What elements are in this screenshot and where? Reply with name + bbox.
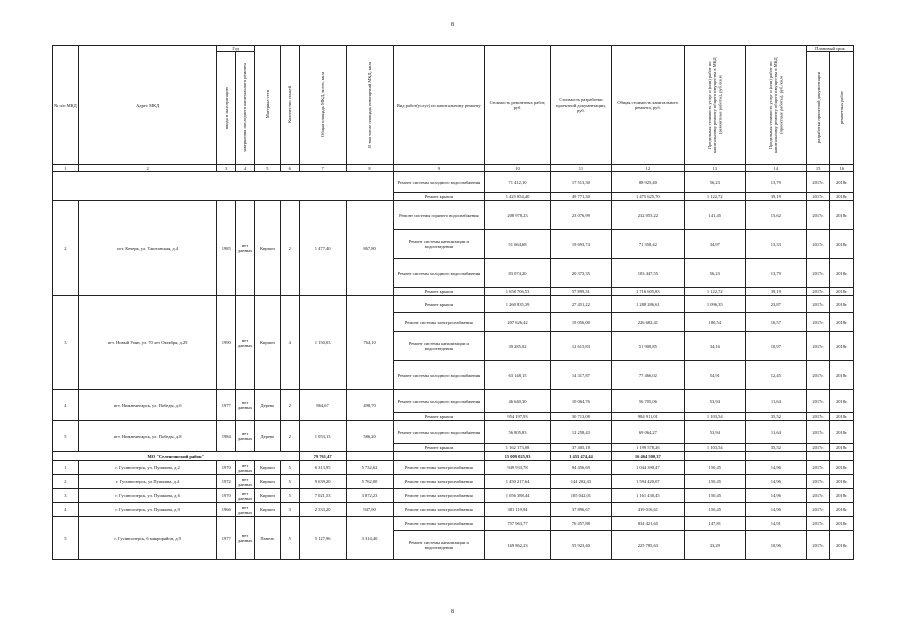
repair-cost-cell: 63 148,15 — [485, 361, 551, 390]
limit-design-cell: 16,57 — [745, 313, 806, 332]
col-number: 6 — [280, 165, 299, 172]
limit-design-cell: 10,97 — [745, 332, 806, 361]
repair-term-cell: 2018г. — [830, 288, 854, 296]
continued-building-cell — [53, 172, 394, 201]
header-floors: Количество этажей — [280, 46, 299, 165]
table-row — [53, 475, 854, 489]
limit-design-cell: 13,79 — [745, 172, 806, 193]
header-limit-cost-design: Предельная стоимость услуг и (или) работ по капитальному ремонту общего имущества в МКД (проектные работы), руб./кв.м — [745, 46, 806, 165]
work-type-cell: Ремонт системы горячего водоснабжения — [393, 201, 485, 230]
commissioning-year-cell: 1990 — [217, 296, 236, 390]
table-row — [53, 517, 854, 531]
empty-cell — [684, 452, 745, 461]
repair-term-cell: 2018г. — [830, 421, 854, 444]
total-area-cell: 2 533,20 — [299, 503, 346, 517]
work-type-cell: Ремонт крыши — [393, 193, 485, 201]
work-type-cell: Ремонт системы холодного водоснабжения — [393, 421, 485, 444]
limit-repair-cell: 1 103,54 — [684, 444, 745, 452]
last-repair-year-cell: нет данных — [236, 296, 255, 390]
empty-cell — [346, 452, 393, 461]
last-repair-year-cell: нет данных — [236, 421, 255, 452]
wall-material-cell: Кирпич — [254, 503, 280, 517]
total-cost-cell: 51 900,85 — [611, 332, 684, 361]
design-term-cell: 2017г. — [806, 296, 829, 313]
design-cost-cell: 37 405,18 — [550, 444, 611, 452]
limit-repair-cell: 1 122,72 — [684, 288, 745, 296]
header-year-group: Год — [217, 46, 255, 52]
header-address: Адрес МКД — [78, 46, 217, 165]
repair-term-cell: 2018г. — [830, 361, 854, 390]
work-type-cell: Ремонт системы электроснабжения — [393, 461, 485, 475]
header-total-area: Общая площадь МКД, всего, кв.м — [299, 46, 346, 165]
work-type-cell: Ремонт крыши — [393, 444, 485, 452]
total-cost-cell: 1 475 625,70 — [611, 193, 684, 201]
total-cost-cell: 984 911,01 — [611, 413, 684, 421]
last-repair-year-cell: нет данных — [236, 461, 255, 475]
repair-term-cell: 2018г. — [830, 259, 854, 288]
mkd-number-cell: 5 — [53, 517, 79, 560]
design-cost-cell: 76 457,88 — [550, 517, 611, 531]
wall-material-cell: Дерево — [254, 390, 280, 421]
design-term-cell: 2017г. — [806, 461, 829, 475]
table-row — [53, 503, 854, 517]
design-term-cell: 2017г. — [806, 503, 829, 517]
floors-cell: 2 — [280, 390, 299, 421]
design-cost-cell: 57 899,31 — [550, 288, 611, 296]
repair-term-cell: 2018г. — [830, 296, 854, 313]
wall-material-cell: Панель — [254, 517, 280, 560]
page-number-top: 8 — [451, 22, 454, 28]
header-premises-area: В том числе площадь помещений МКД, кв.м — [346, 46, 393, 165]
repair-term-cell: 2018г. — [830, 313, 854, 332]
header-total-cost: Общая стоимость капитального ремонта, руб. — [611, 46, 684, 165]
limit-repair-cell: 1 096,35 — [684, 296, 745, 313]
col-number: 2 — [78, 165, 217, 172]
limit-repair-cell: 1 122,72 — [684, 193, 745, 201]
total-area-cell: 9 639,20 — [299, 475, 346, 489]
design-term-cell: 2017г. — [806, 489, 829, 503]
limit-repair-cell: 53,94 — [684, 390, 745, 413]
district-design-cost-cell: 1 455 474,44 — [550, 452, 611, 461]
header-design-term: разработки проектной документации — [806, 52, 829, 165]
limit-design-cell: 14,96 — [745, 503, 806, 517]
design-term-cell: 2017г. — [806, 361, 829, 390]
floors-cell: 5 — [280, 517, 299, 560]
empty-cell — [806, 452, 829, 461]
address-cell: г. Гусиноозерск, ул. Пушкина, д.6 — [78, 489, 217, 503]
total-cost-cell: 88 925,40 — [611, 172, 684, 193]
total-cost-cell: 225 785,63 — [611, 531, 684, 560]
work-type-cell: Ремонт крыши — [393, 288, 485, 296]
repair-cost-cell: 46 640,30 — [485, 390, 551, 413]
header-repair-term: ремонтных работ — [830, 52, 854, 165]
repair-term-cell: 2018г. — [830, 517, 854, 531]
district-total-cost-cell: 16 464 500,37 — [611, 452, 684, 461]
limit-repair-cell: 1 103,54 — [684, 413, 745, 421]
address-cell: пгт. Кечерк, ул. Таштанская, д.4 — [78, 201, 217, 296]
header-wall-material: Материал стен — [254, 46, 280, 165]
last-repair-year-cell: нет данных — [236, 201, 255, 296]
design-cost-cell: 23 076,99 — [550, 201, 611, 230]
work-type-cell: Ремонт системы электроснабжения — [393, 475, 485, 489]
repair-cost-cell: 83 074,20 — [485, 259, 551, 288]
table-row — [53, 296, 854, 313]
table-row — [53, 461, 854, 475]
repair-term-cell: 2018г. — [830, 503, 854, 517]
repair-cost-cell: 1 260 835,39 — [485, 296, 551, 313]
total-area-cell: 1 150,03 — [299, 296, 346, 390]
design-cost-cell: 12 615,83 — [550, 332, 611, 361]
total-cost-cell: 834 421,65 — [611, 517, 684, 531]
district-repair-cost-cell: 15 009 025,93 — [485, 452, 551, 461]
premises-area-cell: 3 314,40 — [346, 517, 393, 560]
col-number: 15 — [806, 165, 829, 172]
limit-repair-cell: 33,29 — [684, 531, 745, 560]
table-row — [53, 489, 854, 503]
header-last-repair-year: завершения последнего капитального ремонта — [236, 52, 255, 165]
col-number: 14 — [745, 165, 806, 172]
premises-area-cell: 498,70 — [346, 390, 393, 421]
limit-repair-cell: 141,45 — [684, 201, 745, 230]
mkd-number-cell: 4 — [53, 390, 79, 421]
col-number: 3 — [217, 165, 236, 172]
wall-material-cell: Кирпич — [254, 489, 280, 503]
work-type-cell: Ремонт крыши — [393, 413, 485, 421]
work-type-cell: Ремонт системы канализации и водоотведения — [393, 230, 485, 259]
design-term-cell: 2017г. — [806, 288, 829, 296]
design-cost-cell: 30 713,08 — [550, 413, 611, 421]
column-number-row — [53, 165, 854, 172]
wall-material-cell: Кирпич — [254, 475, 280, 489]
work-type-cell: Ремонт системы холодного водоснабжения — [393, 361, 485, 390]
limit-design-cell: 10,96 — [745, 531, 806, 560]
repair-term-cell: 2018г. — [830, 390, 854, 413]
floors-cell: 5 — [280, 475, 299, 489]
limit-design-cell: 14,91 — [745, 517, 806, 531]
premises-area-cell: 5 732,62 — [346, 461, 393, 475]
limit-design-cell: 11,64 — [745, 390, 806, 413]
work-type-cell: Ремонт системы холодного водоснабжения — [393, 172, 485, 193]
wall-material-cell: Кирпич — [254, 296, 280, 390]
limit-repair-cell: 56,23 — [684, 172, 745, 193]
limit-repair-cell: 34,16 — [684, 332, 745, 361]
total-cost-cell: 1 199 578,26 — [611, 444, 684, 452]
last-repair-year-cell: нет данных — [236, 390, 255, 421]
address-cell: г. Гусиноозерск, 6 микрорайон, д.9 — [78, 517, 217, 560]
total-cost-cell: 1 594 420,07 — [611, 475, 684, 489]
commissioning-year-cell: 1977 — [217, 390, 236, 421]
limit-repair-cell: 53,94 — [684, 421, 745, 444]
header-plan-group: Плановый срок — [806, 46, 853, 52]
design-term-cell: 2017г. — [806, 172, 829, 193]
floors-cell: 4 — [280, 296, 299, 390]
last-repair-year-cell: нет данных — [236, 503, 255, 517]
premises-area-cell: 867,80 — [346, 201, 393, 296]
design-term-cell: 2017г. — [806, 517, 829, 531]
limit-repair-cell: 150,45 — [684, 489, 745, 503]
limit-design-cell: 14,96 — [745, 489, 806, 503]
header-mkd-number: № п/п МКД — [53, 46, 79, 165]
address-cell: пгт. Новый Уоян, ул. 70 лет Октября, д.29 — [78, 296, 217, 390]
repair-cost-cell: 757 963,77 — [485, 517, 551, 531]
header-row-top — [53, 46, 854, 52]
repair-term-cell: 2018г. — [830, 193, 854, 201]
total-cost-cell: 1 288 286,61 — [611, 296, 684, 313]
design-cost-cell: 20 373,35 — [550, 259, 611, 288]
mkd-number-cell: 2 — [53, 201, 79, 296]
address-cell: г. Гусиноозерск, ул. Пушкина, д.2 — [78, 461, 217, 475]
repair-cost-cell: 1 056 388,44 — [485, 489, 551, 503]
total-area-cell: 864,67 — [299, 390, 346, 421]
mkd-number-cell: 1 — [53, 461, 79, 475]
design-term-cell: 2017г. — [806, 444, 829, 452]
commissioning-year-cell: 1984 — [217, 421, 236, 452]
work-type-cell: Ремонт системы канализации и водоотведения — [393, 332, 485, 361]
design-cost-cell: 105 042,01 — [550, 489, 611, 503]
limit-design-cell: 14,96 — [745, 461, 806, 475]
work-type-cell: Ремонт системы канализации и водоотведения — [393, 531, 485, 560]
repair-term-cell: 2018г. — [830, 230, 854, 259]
design-cost-cell: 49 771,30 — [550, 193, 611, 201]
wall-material-cell: Кирпич — [254, 461, 280, 475]
limit-repair-cell: 54,91 — [684, 361, 745, 390]
capital-repair-register-table — [52, 45, 854, 560]
total-cost-cell: 103 447,55 — [611, 259, 684, 288]
repair-cost-cell: 954 197,93 — [485, 413, 551, 421]
header-commissioning-year: ввода в эксплуатацию — [217, 52, 236, 165]
commissioning-year-cell: 1966 — [217, 503, 236, 517]
design-cost-cell: 19 693,74 — [550, 230, 611, 259]
table-row — [53, 421, 854, 444]
total-cost-cell: 226 682,41 — [611, 313, 684, 332]
total-cost-cell: 1 716 605,83 — [611, 288, 684, 296]
repair-cost-cell: 71 412,10 — [485, 172, 551, 193]
commissioning-year-cell: 1970 — [217, 461, 236, 475]
total-cost-cell: 419 016,61 — [611, 503, 684, 517]
total-cost-cell: 56 705,06 — [611, 390, 684, 413]
limit-design-cell: 39,19 — [745, 288, 806, 296]
design-cost-cell: 144 202,43 — [550, 475, 611, 489]
address-cell: пгт. Нижнеангарск, ул. Победы, д.6 — [78, 390, 217, 421]
premises-area-cell: 947,00 — [346, 503, 393, 517]
work-type-cell: Ремонт системы электроснабжения — [393, 313, 485, 332]
repair-cost-cell: 208 978,23 — [485, 201, 551, 230]
design-cost-cell: 94 456,69 — [550, 461, 611, 475]
limit-design-cell: 39,19 — [745, 193, 806, 201]
total-area-cell: 1 053,13 — [299, 421, 346, 452]
commissioning-year-cell: 1970 — [217, 489, 236, 503]
col-number: 10 — [485, 165, 551, 172]
total-area-cell: 5 127,96 — [299, 517, 346, 560]
design-cost-cell: 27 451,22 — [550, 296, 611, 313]
limit-design-cell: 13,33 — [745, 230, 806, 259]
design-term-cell: 2017г. — [806, 475, 829, 489]
work-type-cell: Ремонт крыши — [393, 296, 485, 313]
design-cost-cell: 12 258,43 — [550, 421, 611, 444]
premises-area-cell: 764,10 — [346, 296, 393, 390]
floors-cell: 2 — [280, 201, 299, 296]
col-number: 16 — [830, 165, 854, 172]
design-cost-cell: 19 056,00 — [550, 313, 611, 332]
repair-term-cell: 2018г. — [830, 332, 854, 361]
table-row — [53, 172, 854, 193]
limit-repair-cell: 150,45 — [684, 503, 745, 517]
table-row — [53, 390, 854, 413]
address-cell: пгт. Нижнеангарск, ул. Победы, д.8 — [78, 421, 217, 452]
limit-design-cell: 12,45 — [745, 361, 806, 390]
empty-cell — [830, 452, 854, 461]
col-number: 8 — [346, 165, 393, 172]
repair-term-cell: 2018г. — [830, 489, 854, 503]
floors-cell: 5 — [280, 461, 299, 475]
total-cost-cell: 71 358,42 — [611, 230, 684, 259]
col-number: 1 — [53, 165, 79, 172]
total-cost-cell: 232 055,22 — [611, 201, 684, 230]
limit-design-cell: 35,52 — [745, 413, 806, 421]
design-cost-cell: 37 896,67 — [550, 503, 611, 517]
limit-repair-cell: 150,45 — [684, 475, 745, 489]
limit-design-cell: 11,64 — [745, 421, 806, 444]
col-number: 11 — [550, 165, 611, 172]
design-term-cell: 2017г. — [806, 259, 829, 288]
col-number: 7 — [299, 165, 346, 172]
last-repair-year-cell: нет данных — [236, 475, 255, 489]
mkd-number-cell: 3 — [53, 296, 79, 390]
page-number-bottom: 8 — [451, 609, 454, 615]
repair-cost-cell: 169 862,23 — [485, 531, 551, 560]
commissioning-year-cell: 1977 — [217, 517, 236, 560]
total-cost-cell: 1 161 430,45 — [611, 489, 684, 503]
repair-cost-cell: 39 285,02 — [485, 332, 551, 361]
total-area-cell: 1 477,40 — [299, 201, 346, 296]
design-term-cell: 2017г. — [806, 421, 829, 444]
district-total-row — [53, 452, 854, 461]
premises-area-cell: 3 872,23 — [346, 489, 393, 503]
floors-cell: 2 — [280, 421, 299, 452]
repair-term-cell: 2018г. — [830, 413, 854, 421]
repair-term-cell: 2018г. — [830, 172, 854, 193]
repair-term-cell: 2018г. — [830, 461, 854, 475]
header-repair-cost: Стоимость ремонтных работ, руб. — [485, 46, 551, 165]
premises-area-cell: 5 762,00 — [346, 475, 393, 489]
last-repair-year-cell: нет данных — [236, 517, 255, 560]
col-number: 5 — [254, 165, 280, 172]
limit-repair-cell: 147,81 — [684, 517, 745, 531]
col-number: 12 — [611, 165, 684, 172]
work-type-cell: Ремонт системы электроснабжения — [393, 503, 485, 517]
empty-cell — [745, 452, 806, 461]
repair-cost-cell: 1 425 854,40 — [485, 193, 551, 201]
total-area-cell: 7 021,53 — [299, 489, 346, 503]
last-repair-year-cell: нет данных — [236, 489, 255, 503]
limit-repair-cell: 34,97 — [684, 230, 745, 259]
col-number: 4 — [236, 165, 255, 172]
repair-term-cell: 2018г. — [830, 531, 854, 560]
design-term-cell: 2017г. — [806, 332, 829, 361]
repair-cost-cell: 1 162 173,08 — [485, 444, 551, 452]
total-cost-cell: 69 064,27 — [611, 421, 684, 444]
commissioning-year-cell: 1972 — [217, 475, 236, 489]
total-cost-cell: 1 044 390,47 — [611, 461, 684, 475]
address-cell: г. Гусиноозерск, ул. Пушкина, д.9 — [78, 503, 217, 517]
work-type-cell: Ремонт системы холодного водоснабжения — [393, 259, 485, 288]
mkd-number-cell: 5 — [53, 421, 79, 452]
design-term-cell: 2017г. — [806, 531, 829, 560]
district-total-area-cell: 79 761,47 — [299, 452, 346, 461]
wall-material-cell: Кирпич — [254, 201, 280, 296]
repair-cost-cell: 51 664,68 — [485, 230, 551, 259]
floors-cell: 3 — [280, 503, 299, 517]
header-design-cost: Стоимость разработки проектной документации, руб. — [550, 46, 611, 165]
header-limit-cost-repair: Предельная стоимость услуг и (или) работ по капитальному ремонту общего имущества в МКД (ремонтные работы), руб./кв.м — [684, 46, 745, 165]
design-term-cell: 2017г. — [806, 201, 829, 230]
table-row — [53, 201, 854, 230]
total-area-cell: 6 313,95 — [299, 461, 346, 475]
wall-material-cell: Дерево — [254, 421, 280, 452]
total-cost-cell: 77 466,02 — [611, 361, 684, 390]
limit-repair-cell: 150,45 — [684, 461, 745, 475]
limit-design-cell: 15,62 — [745, 201, 806, 230]
repair-term-cell: 2018г. — [830, 201, 854, 230]
design-term-cell: 2017г. — [806, 313, 829, 332]
limit-repair-cell: 56,23 — [684, 259, 745, 288]
premises-area-cell: 586,20 — [346, 421, 393, 452]
work-type-cell: Ремонт системы электроснабжения — [393, 489, 485, 503]
repair-cost-cell: 1 450 217,64 — [485, 475, 551, 489]
limit-repair-cell: 180,54 — [684, 313, 745, 332]
design-cost-cell: 10 064,76 — [550, 390, 611, 413]
limit-design-cell: 35,52 — [745, 444, 806, 452]
limit-design-cell: 14,96 — [745, 475, 806, 489]
mkd-number-cell: 4 — [53, 503, 79, 517]
design-term-cell: 2017г. — [806, 193, 829, 201]
design-cost-cell: 17 513,30 — [550, 172, 611, 193]
mkd-number-cell: 3 — [53, 489, 79, 503]
col-number: 13 — [684, 165, 745, 172]
design-term-cell: 2017г. — [806, 230, 829, 259]
repair-cost-cell: 56 805,83 — [485, 421, 551, 444]
repair-term-cell: 2018г. — [830, 444, 854, 452]
floors-cell: 5 — [280, 489, 299, 503]
design-term-cell: 2017г. — [806, 413, 829, 421]
mkd-number-cell: 2 — [53, 475, 79, 489]
repair-cost-cell: 949 933,78 — [485, 461, 551, 475]
repair-cost-cell: 1 658 706,53 — [485, 288, 551, 296]
design-cost-cell: 14 317,87 — [550, 361, 611, 390]
limit-design-cell: 13,79 — [745, 259, 806, 288]
work-type-cell: Ремонт системы холодного водоснабжения — [393, 390, 485, 413]
header-work-type: Вид работ(услуг) по капитальному ремонту — [393, 46, 485, 165]
work-type-cell: Ремонт системы электроснабжения — [393, 517, 485, 531]
design-cost-cell: 55 923,40 — [550, 531, 611, 560]
address-cell: г. Гусиноозерск, ул.Пушкина, д.4 — [78, 475, 217, 489]
repair-term-cell: 2018г. — [830, 475, 854, 489]
empty-cell — [393, 452, 485, 461]
commissioning-year-cell: 1985 — [217, 201, 236, 296]
repair-cost-cell: 207 626,42 — [485, 313, 551, 332]
repair-cost-cell: 381 119,94 — [485, 503, 551, 517]
district-name-cell: МО "Селенгинский район" — [53, 452, 300, 461]
design-term-cell: 2017г. — [806, 390, 829, 413]
limit-design-cell: 23,87 — [745, 296, 806, 313]
col-number: 9 — [393, 165, 485, 172]
